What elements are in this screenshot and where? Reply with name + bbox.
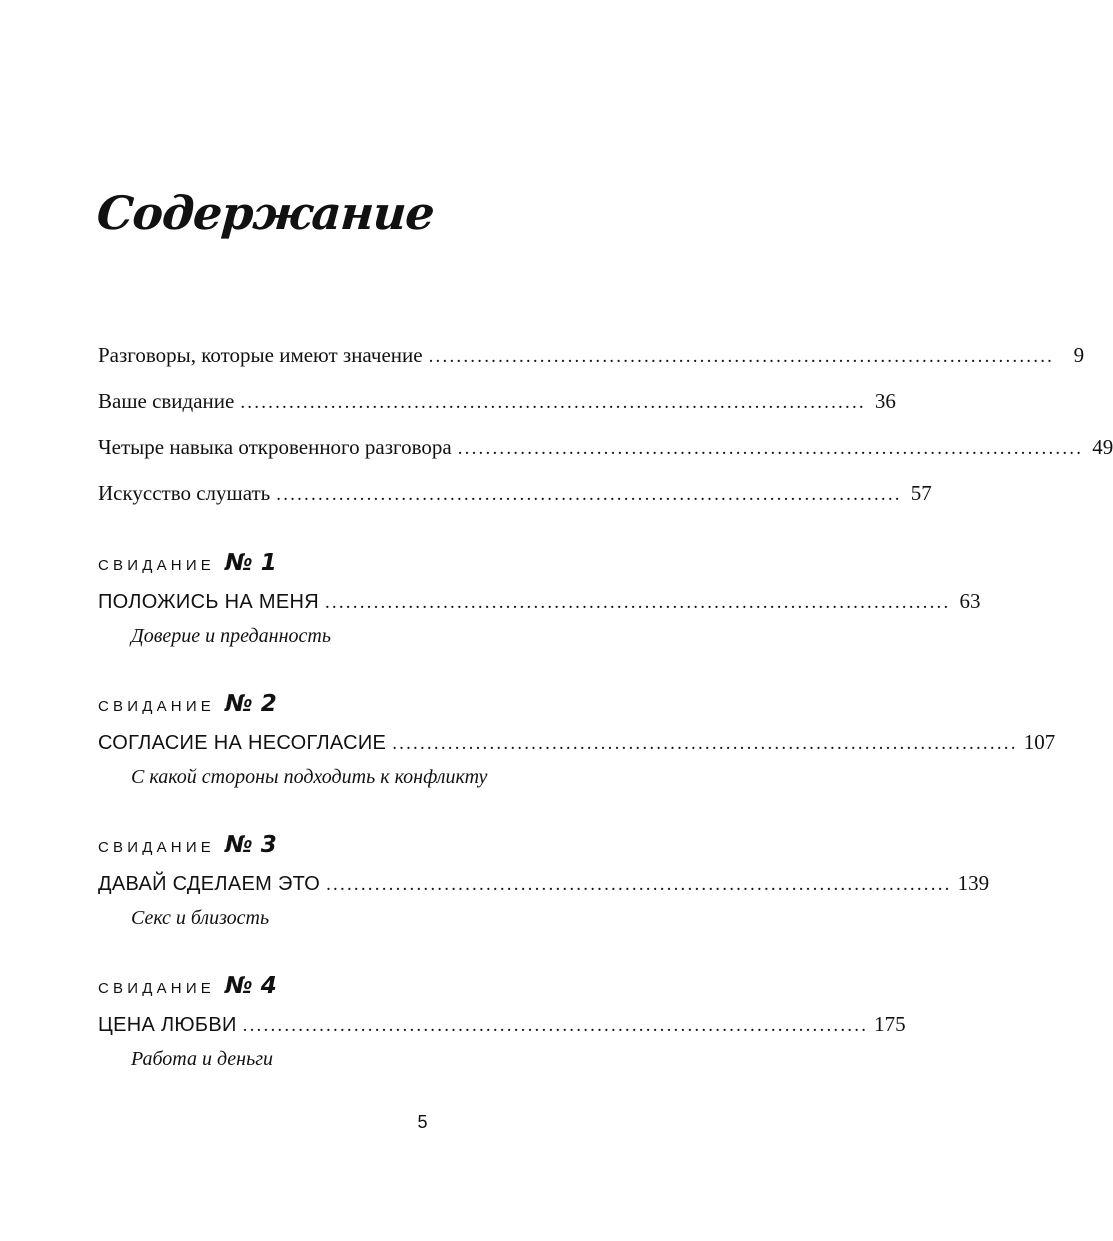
toc-entry[interactable] <box>98 481 932 506</box>
dot-leader: .......................................................................................... <box>242 1015 869 1036</box>
dot-leader: .......................................................................................... <box>326 874 952 895</box>
dot-leader: .......................................................................................... <box>428 346 1055 367</box>
date-number: № 1 <box>225 550 277 576</box>
toc-entry-label: ПОЛОЖИСЬ НА МЕНЯ <box>98 591 319 613</box>
toc-entry-page: 57 <box>910 481 932 505</box>
date-heading <box>98 973 277 999</box>
date-kicker: СВИДАНИЕ <box>98 839 216 856</box>
date-heading <box>98 691 277 717</box>
date-kicker: СВИДАНИЕ <box>98 980 216 997</box>
toc-entry-page: 107 <box>1023 730 1056 754</box>
page-title: Содержание <box>95 186 436 240</box>
date-number: № 4 <box>225 973 277 999</box>
toc-subtitle: Работа и деньги <box>131 1048 274 1070</box>
toc-entry[interactable] <box>98 871 990 896</box>
toc-subtitle: С какой стороны подходить к конфликту <box>131 766 488 788</box>
date-number: № 3 <box>225 832 277 858</box>
toc-entry-page: 9 <box>1073 343 1085 367</box>
dot-leader: .......................................................................................... <box>324 592 951 613</box>
toc-entry[interactable] <box>98 343 1085 368</box>
toc-entry-page: 139 <box>957 871 990 895</box>
toc-entry[interactable] <box>98 1012 906 1037</box>
toc-entry-page: 36 <box>874 389 896 413</box>
date-number: № 2 <box>225 691 277 717</box>
toc-entry-page: 175 <box>874 1012 906 1036</box>
toc-entry[interactable] <box>98 589 981 614</box>
toc-entry-label: ЦЕНА ЛЮБВИ <box>98 1014 237 1036</box>
dot-leader: .......................................................................................... <box>392 733 1018 754</box>
toc-entry-label: Четыре навыка откровенного разговора <box>98 435 452 459</box>
page-number: 5 <box>417 1112 428 1132</box>
dot-leader: .......................................................................................... <box>240 392 866 413</box>
toc-entry-label: Искусство слушать <box>98 481 271 505</box>
toc-entry-label: Разговоры, которые имеют значение <box>98 343 423 367</box>
toc-entry-page: 63 <box>959 589 981 613</box>
toc-entry-page: 49 <box>1092 435 1113 459</box>
date-heading <box>98 550 277 576</box>
toc-subtitle: Секс и близость <box>131 907 270 929</box>
date-kicker: СВИДАНИЕ <box>98 557 216 574</box>
toc-entry[interactable] <box>98 435 1113 460</box>
toc-subtitle: Доверие и преданность <box>131 625 331 647</box>
toc-entry-label: СОГЛАСИЕ НА НЕСОГЛАСИЕ <box>98 732 387 754</box>
dot-leader: .......................................................................................... <box>276 484 902 505</box>
date-heading <box>98 832 277 858</box>
toc-entry-label: Ваше свидание <box>98 389 235 413</box>
toc-entry-label: ДАВАЙ СДЕЛАЕМ ЭТО <box>98 873 321 895</box>
date-kicker: СВИДАНИЕ <box>98 698 216 715</box>
toc-entry[interactable] <box>98 730 1056 755</box>
dot-leader: .......................................................................................... <box>457 438 1084 459</box>
toc-entry[interactable] <box>98 389 896 414</box>
